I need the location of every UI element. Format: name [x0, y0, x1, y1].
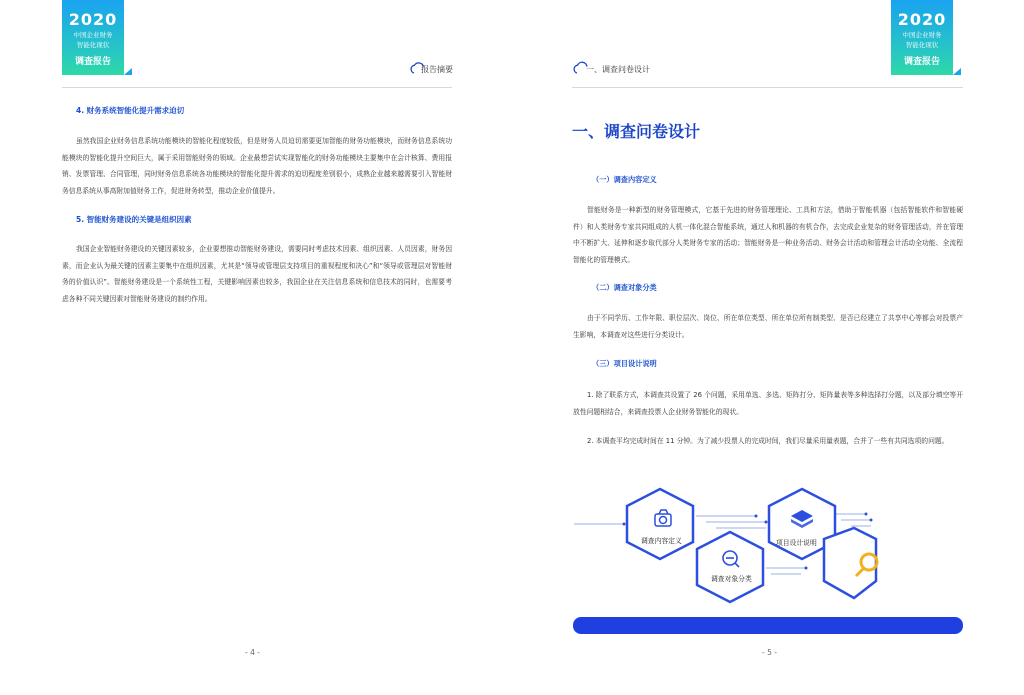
sub1-text: 智能财务是一种新型的财务管理模式，它基于先进的财务管理理论、工具和方法，借助于智能机器（包括智能软件和智能硬件）和人类财务专家共同组成的人机一体化混合智能系统，通过人和机器的有机合作，去完成企业复杂的财务管理活动，并在管理中不断扩大、延伸和逐步取代部分人类财务专家的活动；智能财务是一种业务活动、财务会计活动和管理会计活动全功能、全流程智能化的管理模式。: [573, 206, 963, 264]
section5-title: 5. 智能财务建设的关键是组织因素: [76, 215, 192, 224]
section4-title: 4. 财务系统智能化提升需求迫切: [76, 106, 185, 115]
right-page-number: - 5 -: [762, 648, 777, 657]
badge-line2: 智能化现状: [76, 41, 110, 49]
sub3-p2: 2. 本调查平均完成时间在 11 分钟。为了减少投票人的完成时间，我们尽量采用量表题，合并了一些有共同选项的问题。: [587, 437, 949, 445]
sub2-text: 由于不同学历、工作年限、职位层次、岗位、所在单位类型、所在单位所有制类型、是否已经建立了共享中心等都会对投票产生影响，本调查对这些进行分类设计。: [573, 314, 963, 339]
hex-content-definition: [627, 489, 693, 559]
hex3-label: 项目设计说明: [776, 539, 817, 547]
page-title: 一、调查问卷设计: [572, 122, 701, 141]
left-header-label: 报告摘要: [421, 65, 453, 74]
sub3-title: （三）项目设计说明: [592, 359, 657, 368]
badge-tail-right: [953, 68, 961, 75]
right-header-label: 一、调查问卷设计: [586, 65, 650, 74]
badge-line1: 中国企业财务: [73, 31, 113, 39]
badge-tail-left: [124, 68, 132, 75]
badge-line1: 中国企业财务: [902, 31, 942, 39]
badge-label: 调查报告: [903, 57, 940, 67]
hex-magnifier: [824, 528, 877, 598]
sub2-title: （二）调查对象分类: [592, 283, 657, 292]
report-badge-left: [62, 0, 124, 75]
section5-text: 我国企业智能财务建设的关键因素较多，企业要想推动智能财务建设，需要同时考虑技术因素、组织因素、人员因素，财务因素，而企业认为最关键的因素主要集中在组织因素，尤其是“领导或管理层支持项目的重视程度和决心”和“领导或管理层对智能财务的价值认识”。智能财务建设是一个系统性工程，关键影响因素也较多，我国企业在关注信息系统和信息技术的同时，也需要考虑各种不同关键因素对智能财务建设的制约作用。: [62, 245, 452, 303]
left-header-rule: [62, 87, 452, 88]
section4-text: 虽然我国企业财务信息系统功能模块的智能化程度较低，但是财务人员迫切需要更加智能的财务功能模块，而财务信息系统功能模块的智能化提升空间巨大，属于采用智能财务的领域。企业最想尝试实现智能化的财务功能模块主要集中在会计核算、费用报销、发票管理、合同管理，同时财务信息系统各功能模块的智能化提升需求的迫切程度差别很小，成熟企业越来越需要引入智能财务信息系统从事高附加值财务工作，促进财务转型，推动企业价值提升。: [62, 137, 452, 195]
badge-year: 2020: [897, 10, 947, 29]
sub3-p1: 1. 除了联系方式，本调查共设置了 26 个问题，采用单选、多选、矩阵打分、矩阵量表等多种选择打分题，以及部分填空等开放性问题相结合，来调查投票人企业财务智能化的现状。: [573, 391, 963, 416]
report-badge-right: [891, 0, 953, 75]
badge-year: 2020: [68, 10, 118, 29]
hex-target-classification: [697, 532, 763, 602]
hex1-label: 调查内容定义: [641, 537, 682, 545]
badge-line2: 智能化现状: [905, 41, 939, 49]
footer-bar: [573, 617, 963, 634]
process-diagram: [566, 484, 896, 610]
badge-label: 调查报告: [74, 57, 111, 67]
sub1-title: （一）调查内容定义: [592, 175, 657, 184]
left-page-number: - 4 -: [245, 648, 260, 657]
hex2-label: 调查对象分类: [711, 575, 752, 583]
right-header-rule: [572, 87, 963, 88]
